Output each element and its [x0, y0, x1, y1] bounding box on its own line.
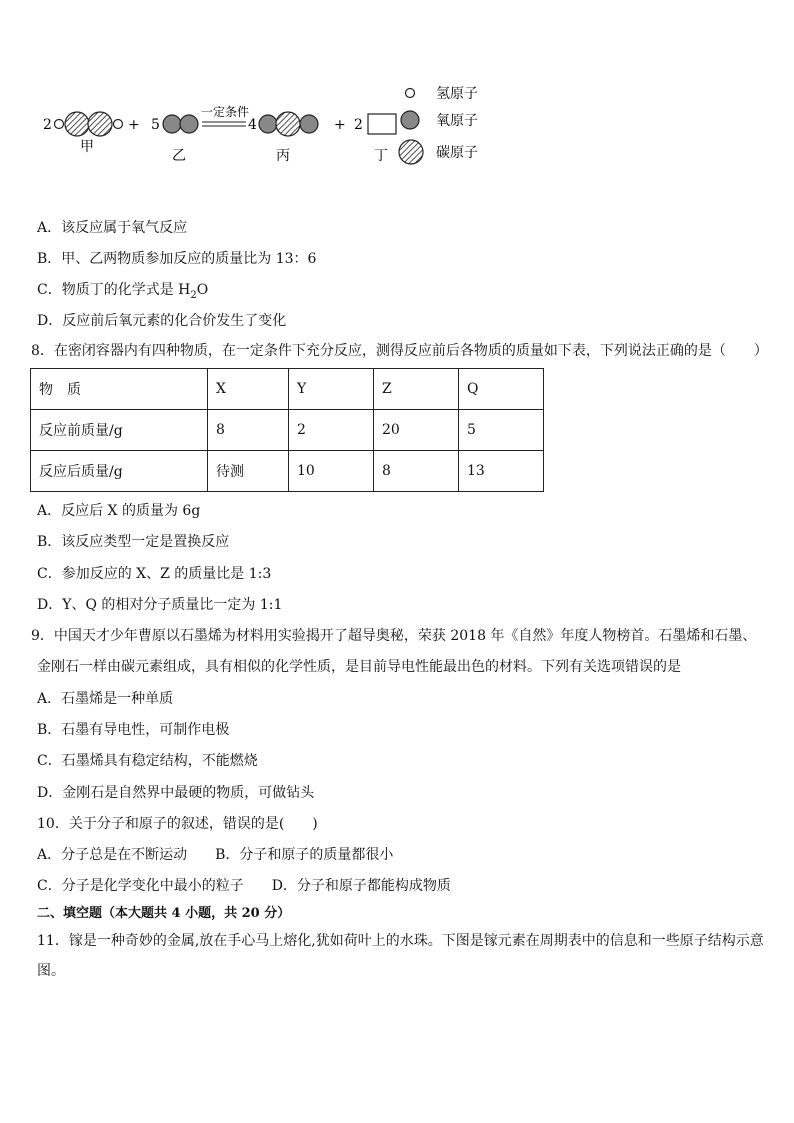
hydrogen-atom: [114, 120, 123, 129]
unknown-molecule-box: [368, 114, 396, 134]
carbon-atom: [88, 112, 112, 136]
reaction-diagram: [30, 78, 510, 178]
q8-stem: 8．在密闭容器内有四种物质，在一定条件下充分反应，测得反应前后各物质的质量如下表，下列说法正确的是（ ）: [31, 343, 768, 359]
legend-hydrogen-icon: [406, 89, 415, 98]
table-cell: 8: [208, 410, 289, 451]
label-jia: 甲: [80, 139, 94, 155]
table-cell: 13: [459, 451, 544, 492]
oxygen-atom: [180, 115, 198, 133]
q10-options-row1: A．分子总是在不断运动 B．分子和原子的质量都很小: [37, 847, 394, 863]
q9-stem-line1: 9．中国天才少年曹原以石墨烯为材料用实验揭开了超导奥秘，荣获 2018 年《自然》年度人物榜首。石墨烯和石墨、: [31, 628, 757, 644]
q11-line1: 11．镓是一种奇妙的金属,放在手心马上熔化,犹如荷叶上的水珠。下图是镓元素在周期表中的信息和一些原子结构示意: [37, 933, 764, 949]
reaction-condition: 一定条件: [201, 105, 250, 119]
coef-jia: 2: [43, 117, 52, 133]
label-yi: 乙: [172, 148, 186, 164]
table-cell: 5: [459, 410, 544, 451]
q7-option-b: B．甲、乙两物质参加反应的质量比为 13：6: [37, 251, 317, 267]
label-ding: 丁: [374, 148, 388, 164]
q8-option-b: B．该反应类型一定是置换反应: [37, 534, 230, 550]
legend-carbon: 碳原子: [436, 145, 478, 161]
coef-bing: 4: [248, 117, 257, 133]
carbon-atom: [65, 112, 89, 136]
table-cell: Z: [374, 369, 459, 410]
reaction-molecule-figure: [30, 78, 510, 178]
oxygen-atom: [259, 115, 277, 133]
q8-mass-table: [30, 368, 544, 492]
q7-option-c: [37, 281, 208, 305]
legend-oxygen-icon: [401, 111, 419, 129]
label-bing: 丙: [276, 148, 290, 164]
table-cell: X: [208, 369, 289, 410]
table-cell: 物 质: [31, 369, 208, 410]
q7-option-a: A．该反应属于氧气反应: [37, 220, 188, 236]
q7-option-c-text: C．物质丁的化学式是 H: [37, 282, 191, 298]
q8-option-c: C．参加反应的 X、Z 的质量比是 1:3: [37, 566, 272, 582]
table-cell: 2: [289, 410, 374, 451]
q9-option-a: A．石墨烯是一种单质: [37, 691, 174, 707]
q9-stem-line2: 金刚石一样由碳元素组成，具有相似的化学性质，是目前导电性能最出色的材料。下列有关选项错误的是: [37, 659, 681, 675]
plus-sign: +: [128, 117, 140, 133]
formula-subscript: 2: [190, 289, 197, 301]
table-header-row: [31, 369, 544, 410]
plus-sign: +: [334, 117, 346, 133]
coef-ding: 2: [354, 117, 363, 133]
q7-option-d: D．反应前后氧元素的化合价发生了变化: [37, 313, 287, 329]
legend-oxygen: 氧原子: [436, 113, 478, 129]
carbon-atom: [276, 112, 300, 136]
q10-options-row2: C．分子是化学变化中最小的粒子 D．分子和原子都能构成物质: [37, 878, 451, 894]
legend-carbon-icon: [399, 140, 423, 164]
hydrogen-atom: [55, 120, 64, 129]
table-row: [31, 451, 544, 492]
q11-line2: 图。: [37, 963, 65, 979]
table-cell: 10: [289, 451, 374, 492]
q9-option-c: C．石墨烯具有稳定结构，不能燃烧: [37, 753, 258, 769]
formula-tail: O: [196, 282, 209, 298]
q9-option-d: D．金刚石是自然界中最硬的物质，可做钻头: [37, 785, 315, 801]
table-row: [31, 410, 544, 451]
q8-option-d: D．Y、Q 的相对分子质量比一定为 1:1: [37, 597, 283, 613]
table-cell: 反应后质量/g: [31, 451, 208, 492]
q8-option-a: A．反应后 X 的质量为 6g: [37, 503, 201, 519]
coef-yi: 5: [151, 117, 160, 133]
oxygen-atom: [300, 115, 318, 133]
table-cell: Y: [289, 369, 374, 410]
section-title: 二、填空题（本大题共 4 小题，共 20 分）: [37, 906, 291, 921]
q10-stem: 10．关于分子和原子的叙述，错误的是( ): [37, 816, 318, 832]
legend-hydrogen: 氢原子: [436, 86, 478, 102]
table-cell: 反应前质量/g: [31, 410, 208, 451]
table-cell: 8: [374, 451, 459, 492]
oxygen-atom: [163, 115, 181, 133]
q9-option-b: B．石墨有导电性，可制作电极: [37, 722, 230, 738]
table-cell: 待测: [208, 451, 289, 492]
table-cell: 20: [374, 410, 459, 451]
table-cell: Q: [459, 369, 544, 410]
